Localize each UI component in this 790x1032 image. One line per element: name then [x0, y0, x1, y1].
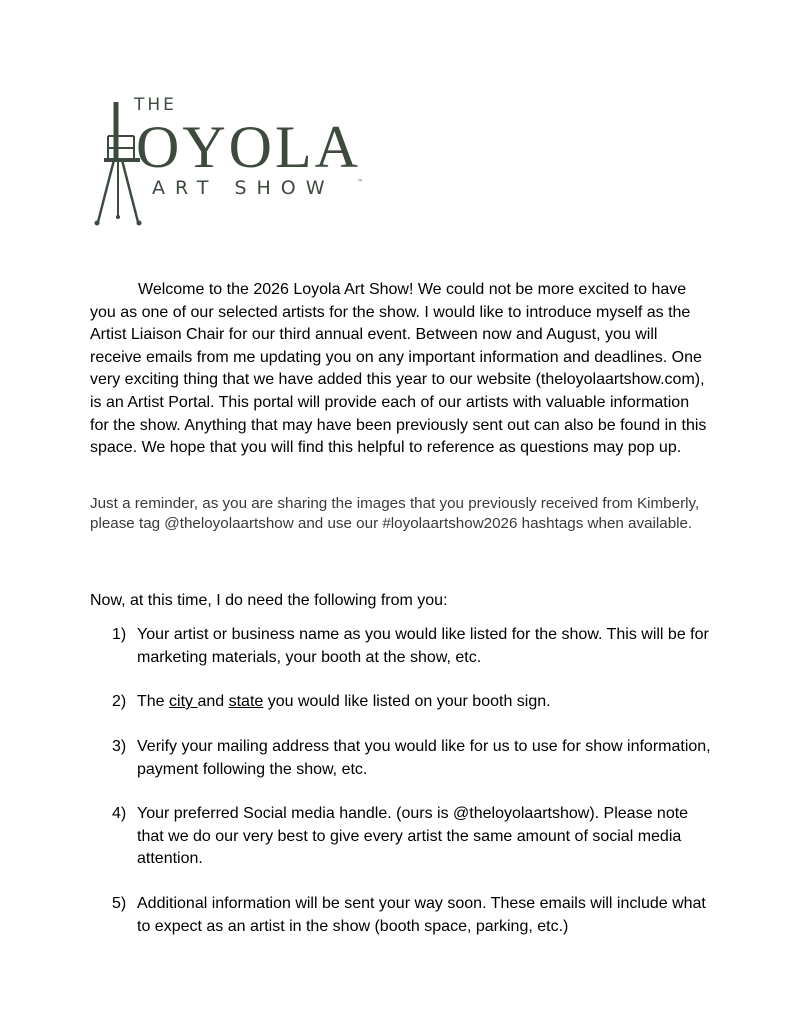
list-item [112, 691, 712, 736]
requests-list [112, 624, 712, 943]
list-item-text [137, 691, 712, 736]
list-item-text: Additional information will be sent your way soon. These emails will include what to expect as an artist in the show (booth space, parking, etc.) [137, 895, 706, 935]
welcome-paragraph: Welcome to the 2026 Loyola Art Show! We could not be more excited to have you as one of our selected artists for the show. I would like to introduce myself as the Artist Liaison Chair for our third annual event. Between now and August, you will receive emails from me updating you on any important information and deadlines. One very exciting thing that we have added this year to our website (theloyolaartshow.com), is an Artist Portal. This portal will provide each of our artists with valuable information for the show. Anything that may have been previously sent out can also be found in this space. We hope that you will find this helpful to reference as questions may pop up. [90, 281, 707, 457]
list-item-number: 1) [112, 626, 127, 643]
list-item-text-middle: and [197, 693, 229, 710]
list-item-text: Your preferred Social media handle. (ours is @theloyolaartshow). Please note that we do our very best to give every artist the same amount of social media attention. [137, 805, 689, 868]
list-item [112, 893, 712, 943]
list-item-text: Your artist or business name as you would like listed for the show. This will be for marketing materials, your booth at the show, etc. [137, 626, 709, 666]
logo-oyola-text: OYOLA [136, 114, 361, 180]
list-item [112, 624, 712, 691]
easel-logo-icon [86, 88, 386, 233]
logo-the-text: THE [134, 95, 177, 115]
list-item-number: 3) [112, 738, 127, 755]
list-item [112, 736, 712, 803]
list-item [112, 803, 712, 893]
reminder-paragraph: Just a reminder, as you are sharing the images that you previously received from Kimberly, please tag @theloyolaartshow and use our #loyolaartshow2026 hashtags when available. [90, 495, 700, 533]
list-item-number: 4) [112, 805, 127, 822]
loyola-art-show-logo [86, 88, 386, 233]
city-underlined-text: city [169, 693, 198, 710]
list-item-number: 2) [112, 693, 127, 710]
logo-trademark-text: ™ [357, 179, 363, 186]
list-item-text-after: you would like listed on your booth sign. [263, 693, 551, 710]
list-item-text-before: The [137, 693, 170, 710]
logo-art-show-text: ART SHOW [152, 177, 335, 199]
list-item-text: Verify your mailing address that you would like for us to use for show information, payment following the show, etc. [137, 738, 711, 778]
list-item-number: 5) [112, 895, 127, 912]
state-underlined-text: state [228, 693, 264, 710]
requests-intro: Now, at this time, I do need the following from you: [90, 592, 448, 609]
